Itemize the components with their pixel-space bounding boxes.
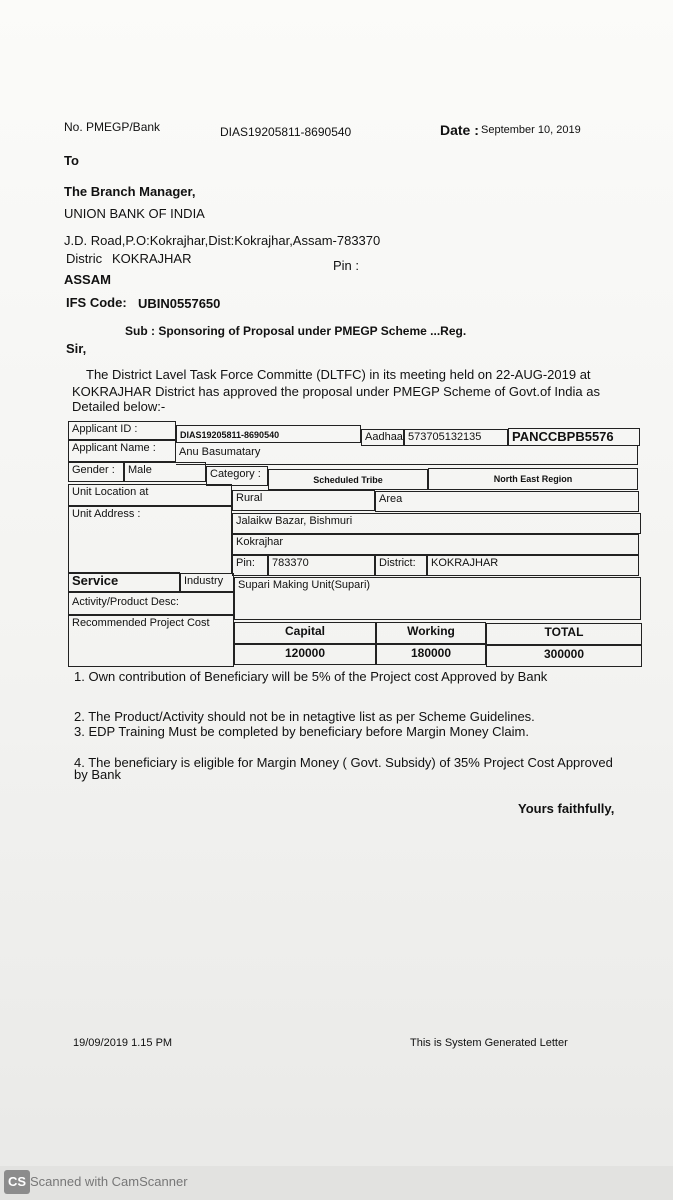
body-line-3: Detailed below:- <box>72 399 166 414</box>
pin-value: 783370 <box>268 555 375 576</box>
project-cost-label: Recommended Project Cost <box>68 615 234 667</box>
scanner-watermark: Scanned with CamScanner <box>30 1174 188 1189</box>
note-4: 4. The beneficiary is eligible for Margin Money ( Govt. Subsidy) of 35% Project Cost Approved <box>74 755 613 770</box>
working-label: Working <box>376 622 486 644</box>
ref-label: No. PMEGP/Bank <box>64 120 161 134</box>
pan-field <box>508 428 640 446</box>
note-4-cont: by Bank <box>74 767 121 782</box>
address-line-1: Jalaikw Bazar, Bishmuri <box>232 513 641 534</box>
body-line-2: KOKRAJHAR District has approved the proposal under PMEGP Scheme of Govt.of India as <box>72 384 600 399</box>
category-label: Category : <box>206 466 268 486</box>
pin-label-cell: Pin: <box>232 555 268 576</box>
category-value: Scheduled Tribe <box>268 469 428 490</box>
district-label-cell: District: <box>375 555 427 576</box>
unit-address-label: Unit Address : <box>68 506 232 574</box>
capital-value: 120000 <box>234 644 376 665</box>
note-1: 1. Own contribution of Beneficiary will be 5% of the Project cost Approved by Bank <box>74 669 548 684</box>
salutation: Sir, <box>66 341 87 356</box>
gender-label: Gender : <box>68 462 124 482</box>
area-label: Area <box>375 491 639 512</box>
pan-value: CCBPB5576 <box>538 429 614 444</box>
to-label: To <box>64 153 79 168</box>
service-label: Service <box>68 572 180 592</box>
applicant-id-value: DIAS19205811-8690540 <box>176 425 361 443</box>
total-value: 300000 <box>486 645 642 667</box>
addressee-title: The Branch Manager, <box>64 184 196 199</box>
district-label: Distric <box>66 251 103 266</box>
total-label: TOTAL <box>486 623 642 645</box>
capital-label: Capital <box>234 622 376 644</box>
body-line-1: The District Lavel Task Force Committe (DLTFC) in its meeting held on 22-AUG-2019 at <box>86 367 591 382</box>
applicant-name-label: Applicant Name : <box>68 440 176 462</box>
date-value: September 10, 2019 <box>481 124 581 136</box>
gender-value: Male <box>124 462 206 482</box>
closing: Yours faithfully, <box>518 801 615 816</box>
aadhaa-value: 573705132135 <box>404 429 508 446</box>
footer-timestamp: 19/09/2019 1.15 PM <box>73 1037 173 1049</box>
ifs-label: IFS Code: <box>66 295 127 310</box>
activity-label: Activity/Product Desc: <box>68 592 234 615</box>
date-label: Date : <box>440 122 479 138</box>
system-note: This is System Generated Letter <box>410 1037 568 1049</box>
unit-location-label: Unit Location at <box>68 484 232 506</box>
pan-label: PAN <box>512 429 539 444</box>
unit-location-value: Rural <box>232 490 375 511</box>
industry-label: Industry <box>180 573 234 592</box>
note-3: 3. EDP Training Must be completed by beneficiary before Margin Money Claim. <box>74 724 529 739</box>
note-2: 2. The Product/Activity should not be in netagtive list as per Scheme Guidelines. <box>74 709 535 724</box>
aadhaa-label: Aadhaa <box>361 429 404 446</box>
applicant-id-label: Applicant ID : <box>68 421 176 440</box>
details-table <box>68 421 644 671</box>
district-value-cell: KOKRAJHAR <box>427 555 639 576</box>
subject-line: Sub : Sponsoring of Proposal under PMEGP Scheme ...Reg. <box>125 324 467 338</box>
region-value: North East Region <box>428 468 638 490</box>
address-line-2: Kokrajhar <box>232 534 639 555</box>
activity-value: Supari Making Unit(Supari) <box>234 577 641 620</box>
district-value: KOKRAJHAR <box>112 251 192 266</box>
state: ASSAM <box>64 272 111 287</box>
working-value: 180000 <box>376 644 486 665</box>
pin-label: Pin : <box>333 258 360 273</box>
ref-id: DIAS19205811-8690540 <box>220 125 352 139</box>
camscanner-logo: CS <box>4 1170 30 1194</box>
bank-name: UNION BANK OF INDIA <box>64 206 205 221</box>
applicant-name-value: Anu Basumatary <box>176 445 638 465</box>
bank-address: J.D. Road,P.O:Kokrajhar,Dist:Kokrajhar,Assam-783370 <box>64 233 381 248</box>
ifs-value: UBIN0557650 <box>138 296 221 311</box>
